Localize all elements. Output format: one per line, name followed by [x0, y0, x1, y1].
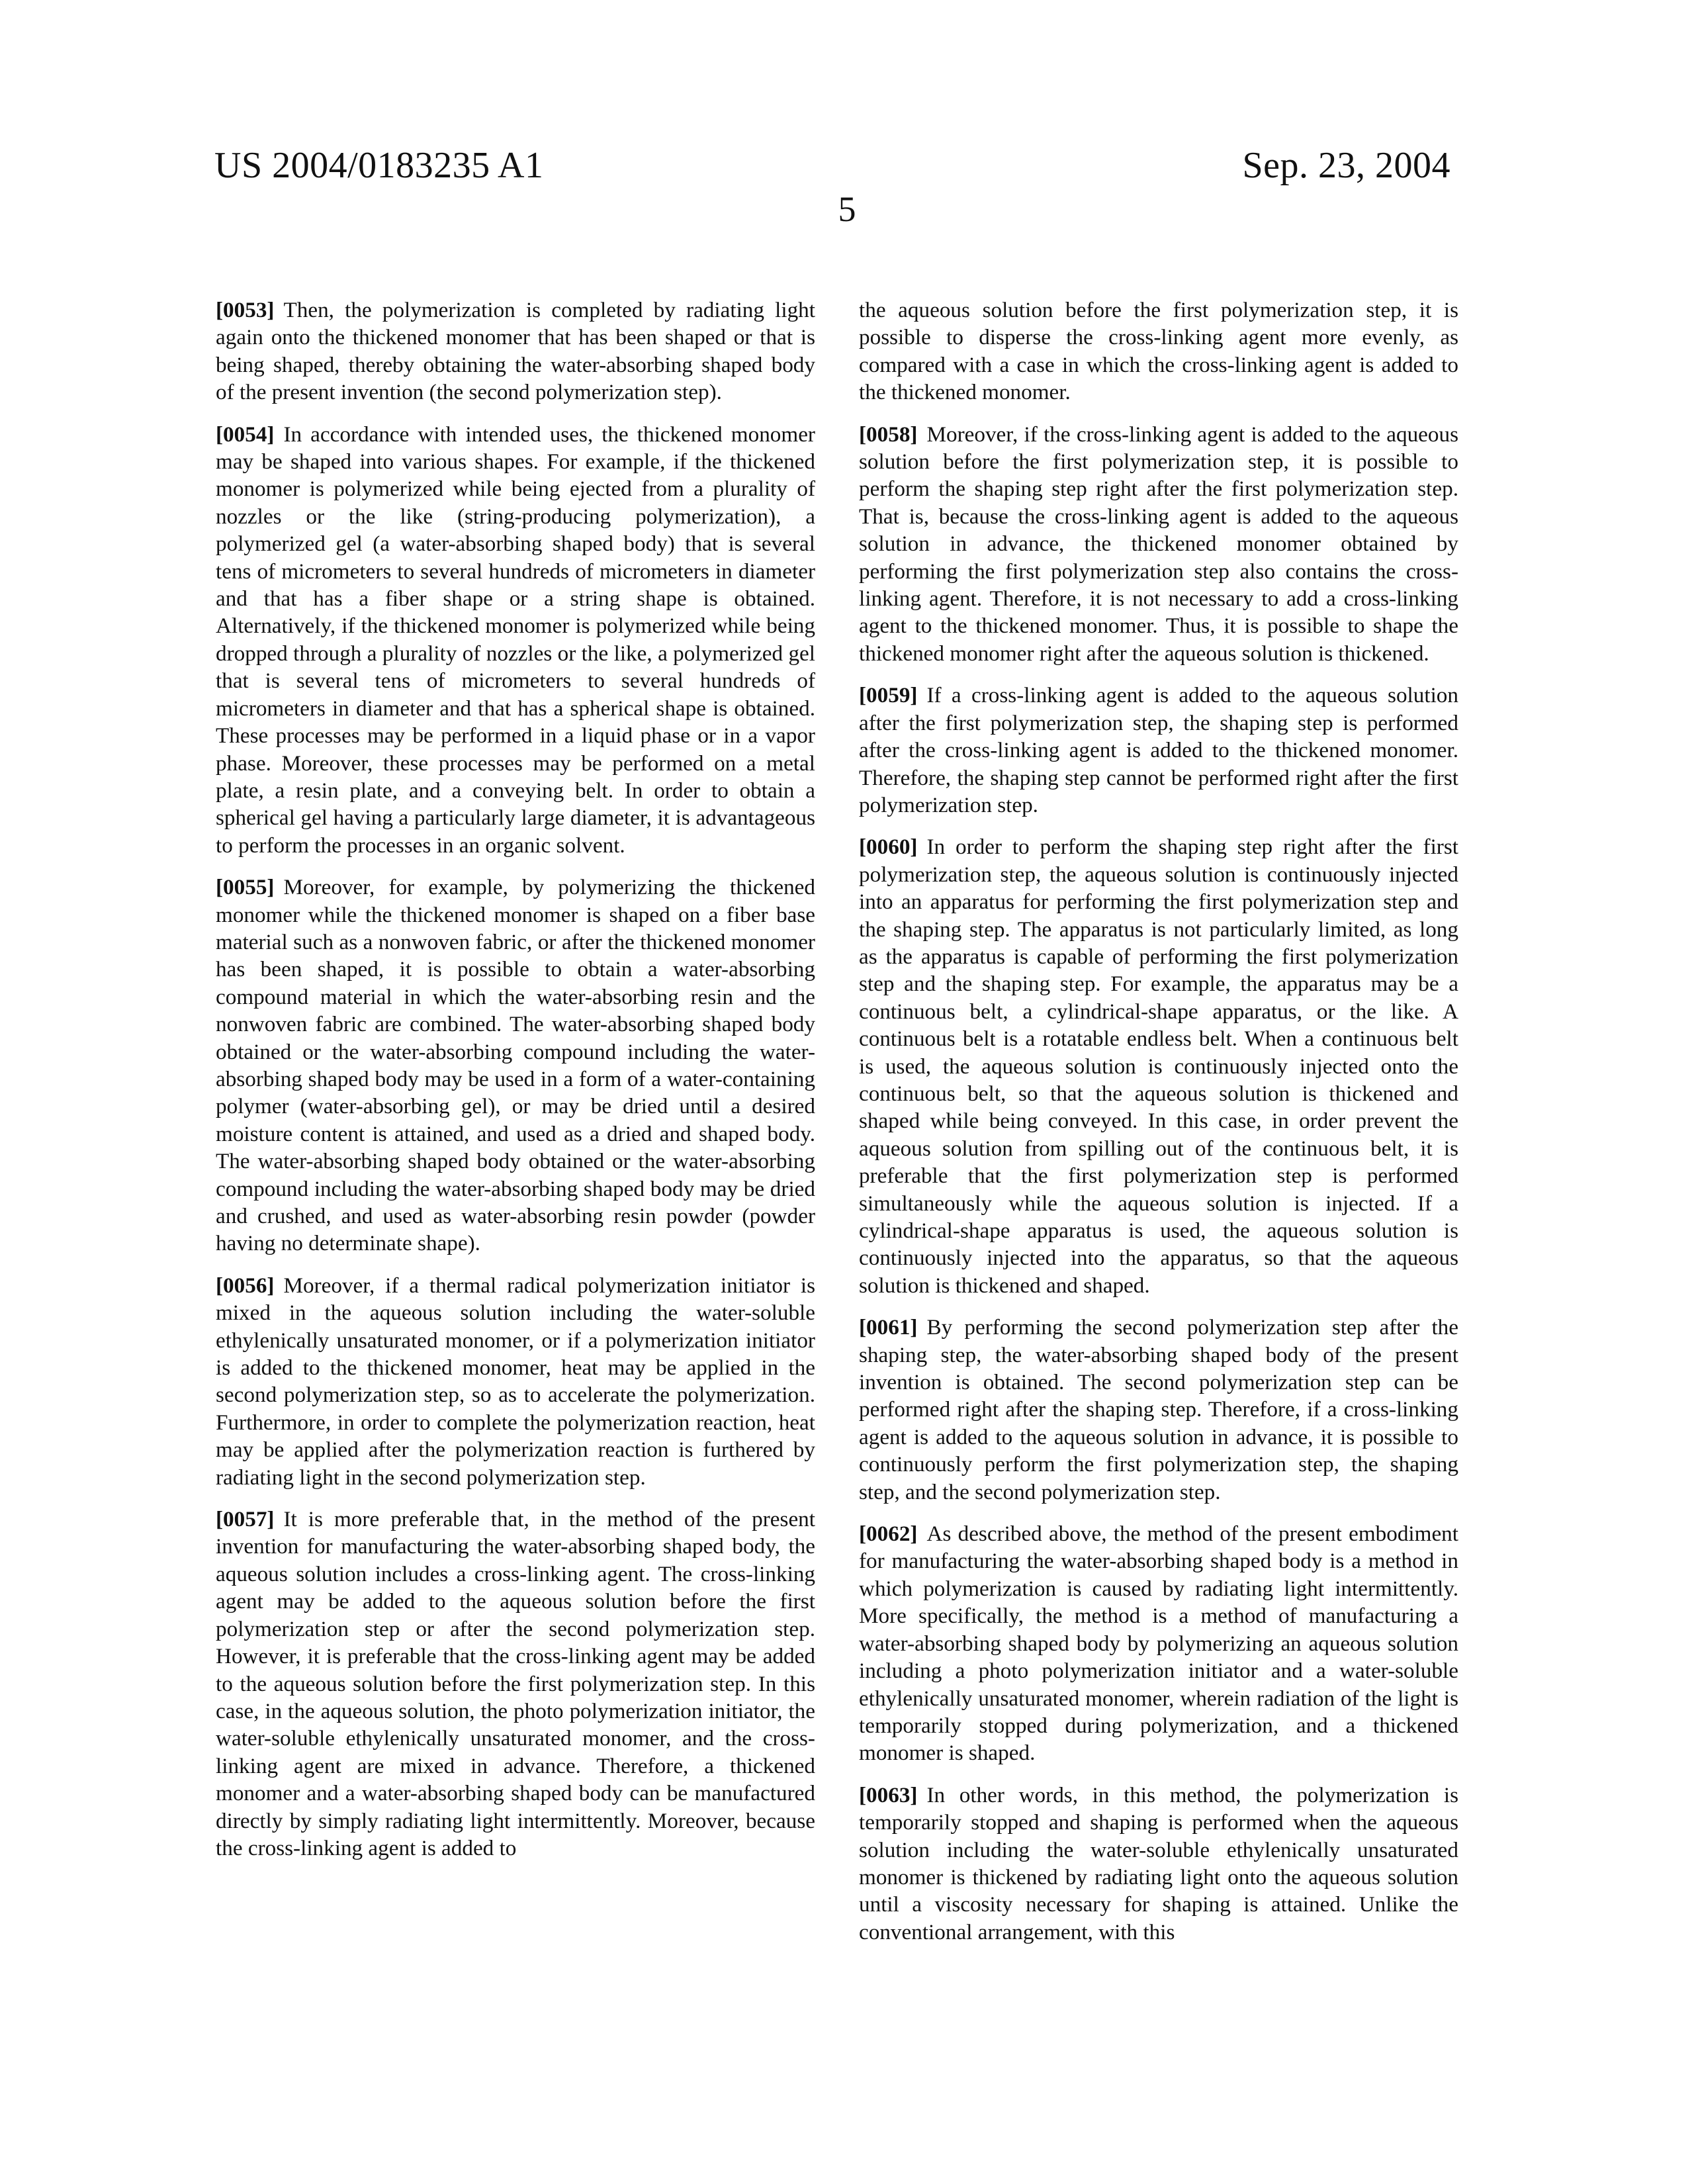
paragraph-text: In accordance with intended uses, the thickened monomer may be shaped into various shapes. For example, if the thickened monomer is polymerized while being ejected from a plurality of nozzles or the like (string-producing polymerization), a polymerized gel (a water-absorbing shaped body) that is several tens of micrometers to several hundreds of micrometers in diameter and that has a fiber shape or a string shape is obtained. Alternatively, if the thickened monomer is polymerized while being dropped through a plurality of nozzles or the like, a polymerized gel that is several tens of micrometers to several hundreds of micrometers in diameter and that has a spherical shape is obtained. These processes may be performed in a liquid phase or in a vapor phase. Moreover, these processes may be performed on a metal plate, a resin plate, and a conveying belt. In order to obtain a spherical gel having a particularly large diameter, it is advantageous to perform the processes in an organic solvent.: [216, 422, 815, 858]
paragraph-0059: [859, 682, 1458, 819]
paragraph-number: [0060]: [859, 835, 917, 859]
right-column: [859, 296, 1458, 1960]
paragraph-text: If a cross-linking agent is added to the aqueous solution after the first polymerization step, the shaping step is performed after the cross-linking agent is added to the thickened monomer. Therefore, the shaping step cannot be performed right after the first polymerization step.: [859, 683, 1458, 817]
paragraph-0053: [216, 296, 815, 406]
paragraph-number: [0058]: [859, 422, 917, 447]
paragraph-number: [0062]: [859, 1522, 917, 1546]
publication-number: US 2004/0183235 A1: [214, 144, 544, 187]
paragraph-0058: [859, 421, 1458, 668]
paragraph-text: Moreover, if a thermal radical polymerization initiator is mixed in the aqueous solution including the water-soluble ethylenically unsaturated monomer, or if a polymerization initiator is added to the thickened monomer, heat may be applied in the second polymerization step, so as to accelerate the polymerization. Furthermore, in order to complete the polymerization reaction, heat may be applied after the polymerization reaction is furthered by radiating light in the second polymerization step.: [216, 1273, 815, 1490]
paragraph-0054: [216, 421, 815, 860]
publication-date: Sep. 23, 2004: [1243, 144, 1451, 187]
paragraph-number: [0053]: [216, 298, 274, 322]
paragraph-number: [0054]: [216, 422, 274, 447]
paragraph-number: [0056]: [216, 1273, 274, 1298]
paragraph-0060: [859, 833, 1458, 1299]
paragraph-0061: [859, 1314, 1458, 1506]
page-number: 5: [0, 189, 1694, 230]
paragraph-text: As described above, the method of the present embodiment for manufacturing the water-absorbing shaped body is a method in which polymerization is caused by radiating light intermittently. More specifically, the method is a method of manufacturing a water-absorbing shaped body by polymerizing an aqueous solution including a photo polymerization initiator and a water-soluble ethylenically unsaturated monomer, wherein radiation of the light is temporarily stopped during polymerization, and a thickened monomer is shaped.: [859, 1522, 1458, 1765]
left-column: [216, 296, 815, 1876]
paragraph-0057: [216, 1506, 815, 1862]
paragraph-number: [0063]: [859, 1783, 917, 1807]
paragraph-0055: [216, 874, 815, 1257]
paragraph-number: [0055]: [216, 875, 274, 899]
paragraph-0056: [216, 1272, 815, 1491]
paragraph-0063: [859, 1782, 1458, 1946]
paragraph-text: In other words, in this method, the polymerization is temporarily stopped and shaping is performed when the aqueous solution including the water-soluble ethylenically unsaturated monomer is thickened by radiating light onto the aqueous solution until a viscosity necessary for shaping is attained. Unlike the conventional arrangement, with this: [859, 1783, 1458, 1944]
paragraph-text: In order to perform the shaping step right after the first polymerization step, the aqueous solution is continuously injected into an apparatus for performing the first polymerization step and the shaping step. The apparatus is not particularly limited, as long as the apparatus is capable of performing the first polymerization step and the shaping step. For example, the apparatus may be a continuous belt, a cylindrical-shape apparatus, or the like. A continuous belt is a rotatable endless belt. When a continuous belt is used, the aqueous solution is continuously injected onto the continuous belt, so that the aqueous solution is thickened and shaped while being conveyed. In this case, in order prevent the aqueous solution from spilling out of the continuous belt, it is preferable that the first polymerization step is performed simultaneously while the aqueous solution is injected. If a cylindrical-shape apparatus is used, the aqueous solution is continuously injected into the apparatus, so that the aqueous solution is thickened and shaped.: [859, 835, 1458, 1298]
paragraph-text: By performing the second polymerization step after the shaping step, the water-absorbing shaped body of the present invention is obtained. The second polymerization step can be performed right after the shaping step. Therefore, if a cross-linking agent is added to the aqueous solution in advance, it is possible to continuously perform the first polymerization step, the shaping step, and the second polymerization step.: [859, 1315, 1458, 1504]
paragraph-number: [0059]: [859, 683, 917, 707]
paragraph-text: Moreover, for example, by polymerizing the thickened monomer while the thickened monomer is shaped on a fiber base material such as a nonwoven fabric, or after the thickened monomer has been shaped, it is possible to obtain a water-absorbing compound material in which the water-absorbing resin and the nonwoven fabric are combined. The water-absorbing shaped body obtained or the water-absorbing compound including the water-absorbing shaped body may be used in a form of a water-containing polymer (water-absorbing gel), or may be dried until a desired moisture content is attained, and used as a dried and shaped body. The water-absorbing shaped body obtained or the water-absorbing compound including the water-absorbing shaped body may be dried and crushed, and used as water-absorbing resin powder (powder having no determinate shape).: [216, 875, 815, 1255]
paragraph-text: It is more preferable that, in the method of the present invention for manufacturing the water-absorbing shaped body, the aqueous solution includes a cross-linking agent. The cross-linking agent may be added to the aqueous solution before the first polymerization step or after the second polymerization step. However, it is preferable that the cross-linking agent may be added to the aqueous solution before the first polymerization step. In this case, in the aqueous solution, the photo polymerization initiator, the water-soluble ethylenically unsaturated monomer, and the cross-linking agent are mixed in advance. Therefore, a thickened monomer and a water-absorbing shaped body can be manufactured directly by simply radiating light intermittently. Moreover, because the cross-linking agent is added to: [216, 1507, 815, 1860]
paragraph-0062: [859, 1520, 1458, 1767]
paragraph-number: [0061]: [859, 1315, 917, 1340]
paragraph-text: Moreover, if the cross-linking agent is added to the aqueous solution before the first polymerization step, it is possible to perform the shaping step right after the first polymerization step. That is, because the cross-linking agent is added to the aqueous solution in advance, the thickened monomer obtained by performing the first polymerization step also contains the cross-linking agent. Therefore, it is not necessary to add a cross-linking agent to the thickened monomer. Thus, it is possible to shape the thickened monomer right after the aqueous solution is thickened.: [859, 422, 1458, 666]
paragraph-text: Then, the polymerization is completed by radiating light again onto the thickened monomer that has been shaped or that is being shaped, thereby obtaining the water-absorbing shaped body of the present invention (the second polymerization step).: [216, 298, 815, 404]
paragraph-continuation: the aqueous solution before the first polymerization step, it is possible to disperse the cross-linking agent more evenly, as compared with a case in which the cross-linking agent is added to the thickened monomer.: [859, 296, 1458, 406]
paragraph-number: [0057]: [216, 1507, 274, 1531]
